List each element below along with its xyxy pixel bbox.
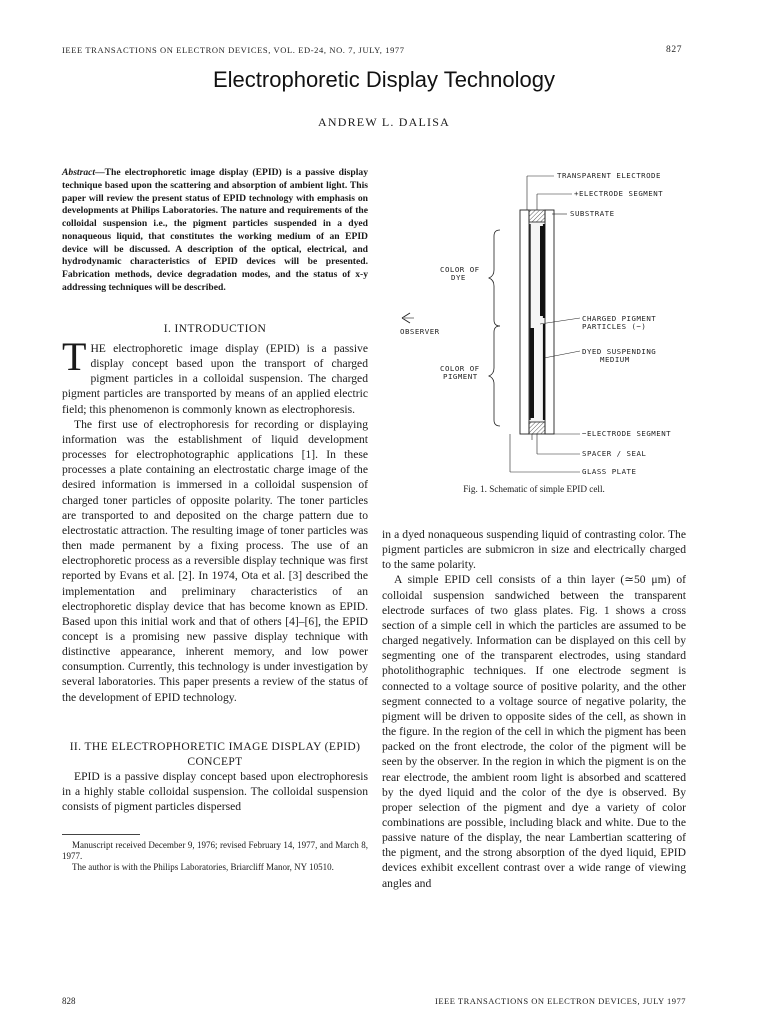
front-glass-plate: [520, 210, 529, 434]
label-glass-plate: GLASS PLATE: [582, 467, 637, 476]
introduction-text: [62, 334, 368, 705]
label-particles: PARTICLES (−): [582, 322, 647, 331]
abstract: [62, 167, 368, 295]
intro-paragraph-2: The first use of electrophoresis for recording or displaying information was the establishment of liquid development processes for electrophotographic applications [1]. In these processes a plate containing an electrostatic charge image of the desired information is immersed in a colloidal suspension of charged toner particles of opposite polarity. The toner particles are transported to and deposited on the charge pattern due to electrostatic attraction. The resulting image of toner particles was then made permanent by a fixing process. The use of an electrophoretic process as a reversible display technique was first reported by Evans et al. [2]. In 1974, Ota et al. [3] described the implementation and preliminary characteristics of an electrophoretic display device that has become known as EPID. Based upon this initial work and that of others [4]–[6], the EPID concept is a promising new passive display technique with distinctive appearance, inherent memory, and low power consumption. Currently, this technology is under investigation by several laboratories. This paper presents a review of the status of the development of EPID technology.: [62, 417, 368, 704]
label-medium: MEDIUM: [600, 355, 630, 364]
abstract-text: —The electrophoretic image display (EPID) is a passive display technique based upon the scattering and absorption of ambient light. This paper will review the present status of EPID technology with emphasis on developments at Philips Laboratories. The nature and requirements of the colloidal suspension i.e., the pigment particles suspended in a dyed nonaqueous liquid, that constitutes the working medium of an EPID device will be discussed. A description of the optical, electrical, and hydrodynamic characteristics of EPID devices will be presented. Fabrication methods, device degradation modes, and the status of x-y addressing techniques will be described.: [62, 167, 368, 293]
spacer-top: [529, 210, 545, 222]
pigment-region-brace: [489, 326, 500, 426]
footnote-rule: [62, 834, 140, 835]
concept-text-continued: in a dyed nonaqueous suspending liquid of contrasting color. The pigment particles are submicron in size and electrically charged to the same polarity. A simple EPID cell consists of a thin layer (≃50 μm) of colloidal suspension sandwiched between the transparent electrode surfaces of two glass plates. Fig. 1 shows a cross section of a simple cell in which the particles are assumed to be charged negatively. Information can be displayed on this cell by segmenting one of the transparent electrodes, using standard photolithographic techniques. If one electrode segment is connected to a voltage source of positive polarity, and the other segment connected to a voltage source of negative polarity, the pigment will be driven to opposite sides of the cell, as shown in the figure. In the region of the cell in which the pigment has been packed on the front electrode, the color of the pigment will be seen by the observer. In the region in which the pigment is on the rear electrode, the ambient room light is absorbed and scattered by the dyed liquid and the color of the dye is observed. By proper selection of the pigment and dye a variety of color combinations are possible, including black and white. Due to the passive nature of the display, the near Lambertian scattering of the pigment, and the strong absorption of the dyed liquid, EPID devices exhibit excellent contrast over a wide range of viewing angles and: [382, 528, 686, 890]
intro-paragraph-1: THE electrophoretic image display (EPID) is a passive display concept based upon the transport of charged pigment particles in a colloidal suspension. The charged pigment particles are transported by means of an applied electric field; this phenomenon is commonly known as electrophoresis.: [62, 334, 368, 416]
footer-journal: IEEE TRANSACTIONS ON ELECTRON DEVICES, JULY 1977: [435, 996, 686, 1006]
label-observer: OBSERVER: [400, 327, 440, 336]
page-number: 827: [666, 45, 683, 55]
concept-paragraph-start: EPID is a passive display concept based upon electrophoresis in a highly stable colloidal suspension. The colloidal suspension consists of pigment particles dispersed: [62, 770, 368, 814]
abstract-label: Abstract: [62, 167, 96, 178]
figure-caption: Fig. 1. Schematic of simple EPID cell.: [463, 484, 605, 494]
label-charged-pigment: CHARGED PIGMENT: [582, 314, 657, 323]
label-color-of-dye-1: COLOR OF: [440, 265, 480, 274]
footer-page-number: 828: [62, 996, 76, 1006]
drop-cap: T: [62, 334, 87, 379]
spacer-bottom: [529, 422, 545, 434]
pigment-on-front: [530, 328, 534, 418]
label-color-of-pigment-2: PIGMENT: [443, 372, 478, 381]
epid-cell-schematic: [382, 168, 692, 483]
label-spacer-seal: SPACER / SEAL: [582, 449, 647, 458]
section-heading-epid-concept: II. THE ELECTROPHORETIC IMAGE DISPLAY (EPID) CONCEPT: [69, 741, 361, 768]
section-heading-introduction: I. INTRODUCTION: [163, 323, 267, 335]
footnote: Manuscript received December 9, 1976; revised February 14, 1977, and March 8, 1977. The author is with the Philips Laboratories, Briarcliff Manor, NY 10510.: [62, 840, 368, 872]
label-transparent-electrode: TRANSPARENT ELECTRODE: [557, 171, 661, 180]
running-header: IEEE TRANSACTIONS ON ELECTRON DEVICES, VOL. ED-24, NO. 7, JULY, 1977: [62, 45, 405, 55]
figure-epid-cell: [382, 168, 692, 508]
label-color-of-pigment-1: COLOR OF: [440, 364, 480, 373]
label-substrate: SUBSTRATE: [570, 209, 615, 218]
pigment-on-rear: [540, 226, 544, 316]
label-color-of-dye-2: DYE: [451, 273, 466, 282]
label-positive-electrode-segment: +ELECTRODE SEGMENT: [574, 189, 664, 198]
label-dyed-suspending: DYED SUSPENDING: [582, 347, 657, 356]
label-negative-electrode-segment: −ELECTRODE SEGMENT: [582, 429, 672, 438]
paper-title: Electrophoretic Display Technology: [213, 67, 555, 92]
author-name: ANDREW L. DALISA: [318, 115, 450, 129]
dye-region-brace: [489, 230, 500, 326]
concept-paragraph-2: A simple EPID cell consists of a thin layer (≃50 μm) of colloidal suspension sandwiched between the transparent electrode surfaces of two glass plates. Fig. 1 shows a cross section of a simple cell in which the particles are assumed to be charged negatively. Information can be displayed on this cell by segmenting one of the transparent electrodes, using standard photolithographic techniques. If one electrode segment is connected to a voltage source of positive polarity, and the other segment connected to a voltage source of negative polarity, the pigment will be driven to opposite sides of the cell, as shown in the figure. In the region of the cell in which the pigment has been packed on the front electrode, the color of the pigment will be seen by the observer. In the region in which the pigment is on the rear electrode, the ambient room light is absorbed and scattered by the dyed liquid and the color of the dye is observed. By proper selection of the pigment and dye a variety of color combinations are possible, including black and white. Due to the passive nature of the display, the near Lambertian scattering of the pigment, and the strong absorption of the dyed liquid, EPID devices exhibit excellent contrast over a wide range of viewing angles and: [382, 573, 686, 890]
